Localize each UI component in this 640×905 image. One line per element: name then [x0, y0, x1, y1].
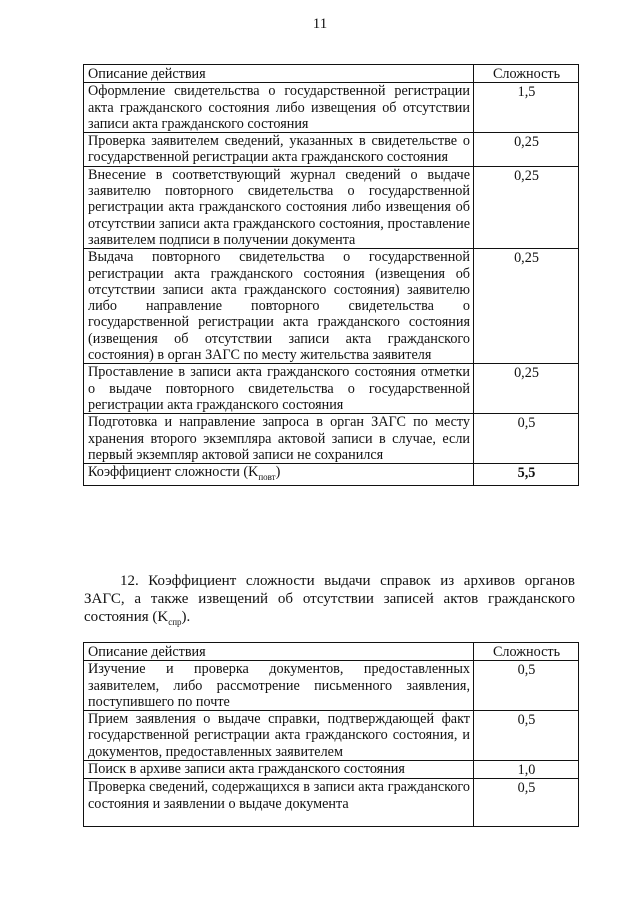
table-total-row — [84, 464, 579, 486]
row-value: 0,25 — [474, 364, 579, 414]
table-row — [84, 83, 579, 133]
table-header-row — [84, 643, 579, 661]
table-row — [84, 364, 579, 414]
table-row — [84, 414, 579, 464]
table-row — [84, 779, 579, 827]
total-value: 5,5 — [474, 464, 579, 486]
row-value: 1,0 — [474, 761, 579, 779]
row-description: Проверка сведений, содержащихся в записи акта гражданского состояния и заявлении о выдаче документа — [84, 779, 474, 827]
table-row — [84, 711, 579, 761]
row-value: 0,25 — [474, 133, 579, 167]
table-row — [84, 133, 579, 167]
row-value: 0,25 — [474, 166, 579, 248]
header-description: Описание действия — [84, 643, 474, 661]
header-description: Описание действия — [84, 65, 474, 83]
header-complexity: Сложность — [474, 643, 579, 661]
row-description: Прием заявления о выдаче справки, подтверждающей факт государственной регистрации акта гражданского состояния, и документов, предоставленных заявителем — [84, 711, 474, 761]
table-row — [84, 661, 579, 711]
complexity-table-reissue — [83, 64, 579, 486]
total-label: Коэффициент сложности $(K_{повт})$ — [84, 464, 474, 486]
table-header-row — [84, 65, 579, 83]
row-description: Выдача повторного свидетельства о государственной регистрации акта гражданского состояния (извещения об отсутствии записи акта гражданского состояния) заявителю либо направление повторного свидетельства о государственной регистрации акта гражданского состояния (извещения об отсутствии записи акта гражданского состояния) в орган ЗАГС по месту жительства заявителя — [84, 249, 474, 364]
row-value: 0,5 — [474, 711, 579, 761]
section-12-paragraph: 12. Коэффициент сложности выдачи справок из архивов органов ЗАГС, а также извещений об отсутствии записей актов гражданского состояния $(K_{спр})$. — [84, 573, 575, 627]
row-value: 1,5 — [474, 83, 579, 133]
complexity-table-certificates — [83, 642, 579, 827]
row-description: Поиск в архиве записи акта гражданского состояния — [84, 761, 474, 779]
row-value: 0,25 — [474, 249, 579, 364]
table-row — [84, 166, 579, 248]
table-row — [84, 761, 579, 779]
row-description: Проставление в записи акта гражданского состояния отметки о выдаче повторного свидетельства о государственной регистрации акта гражданского состояния — [84, 364, 474, 414]
row-description: Изучение и проверка документов, предоставленных заявителем, либо рассмотрение письменного заявления, поступившего по почте — [84, 661, 474, 711]
row-description: Подготовка и направление запроса в орган ЗАГС по месту хранения второго экземпляра актовой записи в случае, если первый экземпляр актовой записи не сохранился — [84, 414, 474, 464]
row-value: 0,5 — [474, 661, 579, 711]
row-description: Внесение в соответствующий журнал сведений о выдаче заявителю повторного свидетельства о государственной регистрации акта гражданского состояния либо извещения об отсутствии записи акта гражданского состояния, проставление заявителем подписи в получении документа — [84, 166, 474, 248]
header-complexity: Сложность — [474, 65, 579, 83]
row-description: Оформление свидетельства о государственной регистрации акта гражданского состояния либо извещения об отсутствии записи акта гражданского состояния — [84, 83, 474, 133]
table-row — [84, 249, 579, 364]
page-number: 11 — [312, 16, 328, 32]
row-value: 0,5 — [474, 414, 579, 464]
row-description: Проверка заявителем сведений, указанных в свидетельстве о государственной регистрации акта гражданского состояния — [84, 133, 474, 167]
row-value: 0,5 — [474, 779, 579, 827]
